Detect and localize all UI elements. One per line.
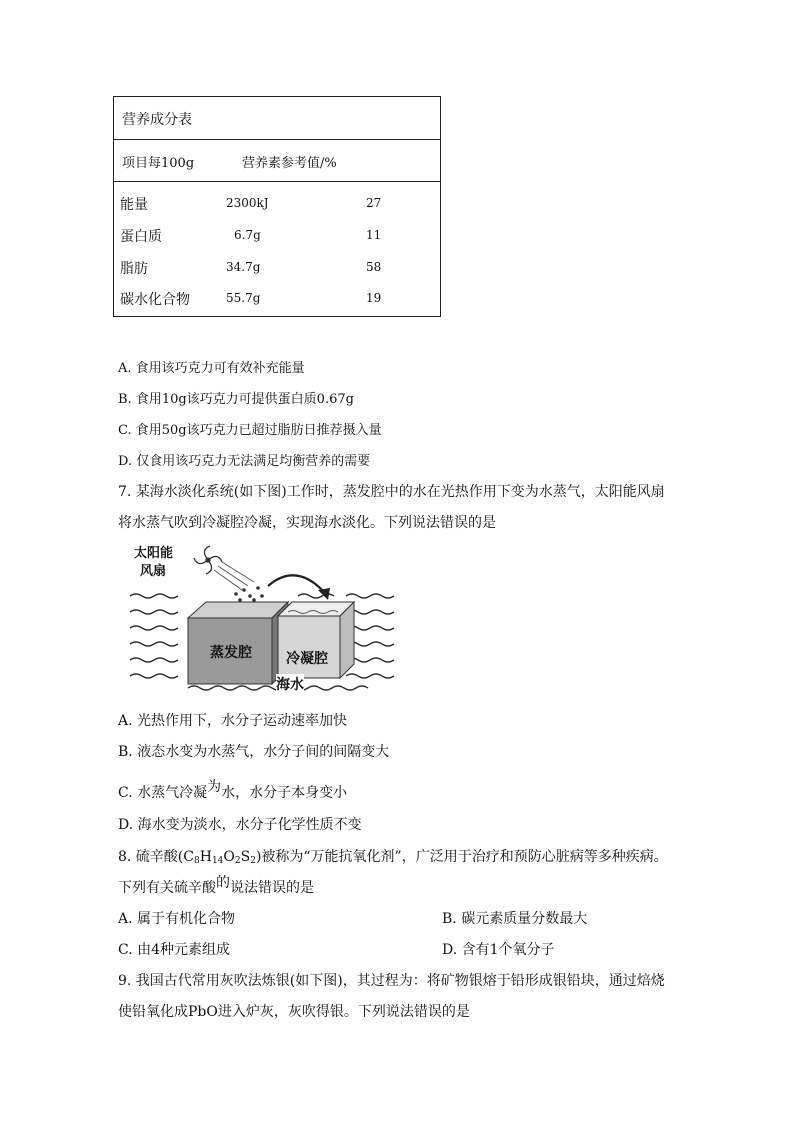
q7-option-a: A. 光热作用下，水分子运动速率加快 <box>118 713 348 729</box>
arrow-head-icon <box>318 588 330 600</box>
q8-option-c: C. 由4种元素组成 <box>118 942 231 958</box>
fan-label-2: 风扇 <box>140 564 167 579</box>
row-name: 能量 <box>120 197 148 213</box>
evap-top <box>188 602 288 618</box>
q8-option-d: D. 含有1个氧分子 <box>442 942 555 958</box>
divider <box>114 181 440 182</box>
airflow-arrow <box>268 575 324 592</box>
nutrition-table <box>113 96 441 317</box>
q7-option-b: B. 液态水变为水蒸气，水分子间的间隔变大 <box>118 744 390 760</box>
vapor-dots <box>234 586 264 602</box>
row-name: 碳水化合物 <box>120 292 190 308</box>
desalination-figure <box>128 538 398 698</box>
row-amount: 34.7g <box>226 260 261 274</box>
q8-option-a: A. 属于有机化合物 <box>118 911 236 927</box>
row-amount: 55.7g <box>226 291 261 305</box>
cond-front <box>278 616 340 678</box>
q8-stem-line1: 8. 硫辛酸$(C_8H_{14}O_2S_2)$被称为“万能抗氧化剂”，广泛用于治疗和预防心脏病等多种疾病。 <box>118 849 668 866</box>
q8-option-b: B. 碳元素质量分数最大 <box>442 911 588 927</box>
light-rays <box>214 562 254 590</box>
row-ref: 27 <box>366 196 382 210</box>
evap-label: 蒸发腔 <box>210 645 252 661</box>
row-amount: 6.7g <box>234 228 261 242</box>
cond-side <box>340 602 354 678</box>
row-ref: 19 <box>366 291 382 305</box>
q9-stem-line2: 使铅氧化成PbO进入炉灰，灰吹得银。下列说法错误的是 <box>118 1004 470 1020</box>
q8-stem-line2: 下列有关硫辛酸的说法错误的是 <box>118 875 314 896</box>
divider <box>114 139 440 140</box>
row-name: 蛋白质 <box>120 229 162 245</box>
cond-label: 冷凝腔 <box>286 651 328 667</box>
sea-label: 海水 <box>276 674 304 694</box>
header-item: 项目每100g <box>122 156 195 171</box>
q7-option-c: C. 水蒸气冷凝为水，水分子本身变小 <box>118 779 348 801</box>
desalination-diagram <box>128 538 398 698</box>
row-amount: 2300kJ <box>226 196 269 210</box>
q6-option-d: D. 仅食用该巧克力无法满足均衡营养的需要 <box>118 454 371 469</box>
q6-option-c: C. 食用50g该巧克力已超过脂肪日推荐摄入量 <box>118 423 382 438</box>
row-ref: 58 <box>366 260 382 274</box>
fan-label-1: 太阳能 <box>134 546 174 561</box>
q6-option-b: B. 食用10g该巧克力可提供蛋白质0.67g <box>118 392 354 407</box>
fan-icon <box>194 546 222 574</box>
header-ref: 营养素参考值/% <box>242 156 337 171</box>
table-title: 营养成分表 <box>122 112 192 128</box>
q7-stem-line2: 将水蒸气吹到冷凝腔冷凝，实现海水淡化。下列说法错误的是 <box>118 515 496 531</box>
q9-stem-line1: 9. 我国古代常用灰吹法炼银(如下图)，其过程为：将矿物银熔于铅形成银铅块，通过焙烧 <box>118 973 665 989</box>
row-name: 脂肪 <box>120 261 148 277</box>
row-ref: 11 <box>366 228 382 242</box>
q7-stem-line1: 7. 某海水淡化系统(如下图)工作时，蒸发腔中的水在光热作用下变为水蒸气，太阳能风扇 <box>118 484 665 500</box>
q7-option-d: D. 海水变为淡水，水分子化学性质不变 <box>118 817 362 833</box>
q6-option-a: A. 食用该巧克力可有效补充能量 <box>118 361 305 376</box>
